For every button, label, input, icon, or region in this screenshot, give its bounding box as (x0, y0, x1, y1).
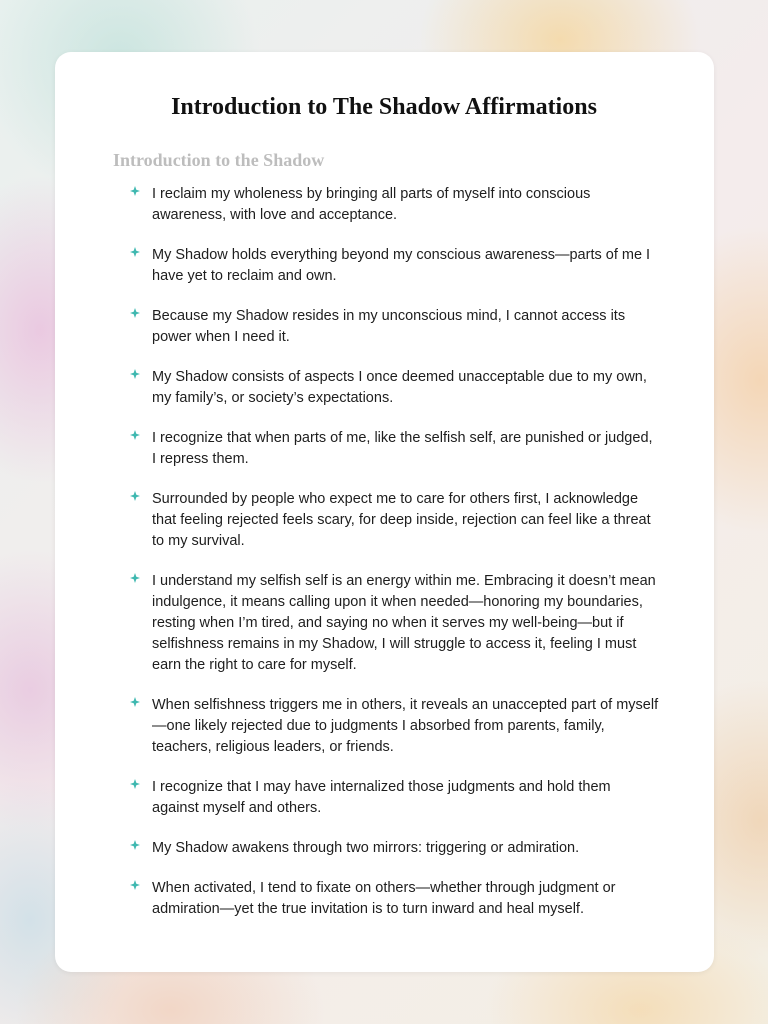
diamond-bullet-icon (130, 880, 140, 890)
diamond-bullet-icon (130, 430, 140, 440)
affirmation-text: My Shadow awakens through two mirrors: triggering or admiration. (152, 840, 580, 856)
diamond-bullet-icon (130, 840, 140, 850)
affirmation-text: I recognize that when parts of me, like the selfish self, are punished or judged, I repress them. (152, 430, 653, 467)
affirmation-text: I recognize that I may have internalized those judgments and hold them against myself and others. (152, 779, 611, 816)
list-item (130, 571, 660, 676)
list-item (130, 489, 660, 552)
affirmation-text: I understand my selfish self is an energy within me. Embracing it doesn’t mean indulgence, it means calling upon it when needed—honoring my boundaries, resting when I’m tired, and saying no when it serves my well-being—but if selfishness remains in my Shadow, I will struggle to access it, feeling I must earn the right to care for myself. (152, 573, 656, 673)
diamond-bullet-icon (130, 369, 140, 379)
affirmation-list (130, 184, 660, 939)
diamond-bullet-icon (130, 573, 140, 583)
affirmation-text: Surrounded by people who expect me to care for others first, I acknowledge that feeling rejected feels scary, for deep inside, rejection can feel like a threat to my survival. (152, 491, 651, 549)
affirmation-text: My Shadow holds everything beyond my conscious awareness—parts of me I have yet to reclaim and own. (152, 247, 651, 284)
affirmation-text: When selfishness triggers me in others, it reveals an unaccepted part of myself—one likely rejected due to judgments I absorbed from parents, family, teachers, religious leaders, or friends. (152, 697, 659, 755)
affirmation-text: Because my Shadow resides in my unconscious mind, I cannot access its power when I need it. (152, 308, 626, 345)
diamond-bullet-icon (130, 308, 140, 318)
list-item (130, 245, 660, 287)
diamond-bullet-icon (130, 779, 140, 789)
list-item (130, 878, 660, 920)
diamond-bullet-icon (130, 247, 140, 257)
affirmation-text: My Shadow consists of aspects I once deemed unacceptable due to my own, my family’s, or society’s expectations. (152, 369, 647, 406)
list-item (130, 777, 660, 819)
diamond-bullet-icon (130, 491, 140, 501)
affirmation-text: I reclaim my wholeness by bringing all parts of myself into conscious awareness, with love and acceptance. (152, 186, 591, 223)
list-item (130, 367, 660, 409)
page-title: Introduction to The Shadow Affirmations (171, 94, 597, 120)
list-item (130, 306, 660, 348)
list-item (130, 695, 660, 758)
list-item (130, 184, 660, 226)
section-heading: Introduction to the Shadow (113, 150, 325, 170)
affirmation-text: When activated, I tend to fixate on others—whether through judgment or admiration—yet the true invitation is to turn inward and heal myself. (152, 880, 616, 917)
diamond-bullet-icon (130, 186, 140, 196)
list-item (130, 838, 660, 859)
list-item (130, 428, 660, 470)
diamond-bullet-icon (130, 697, 140, 707)
